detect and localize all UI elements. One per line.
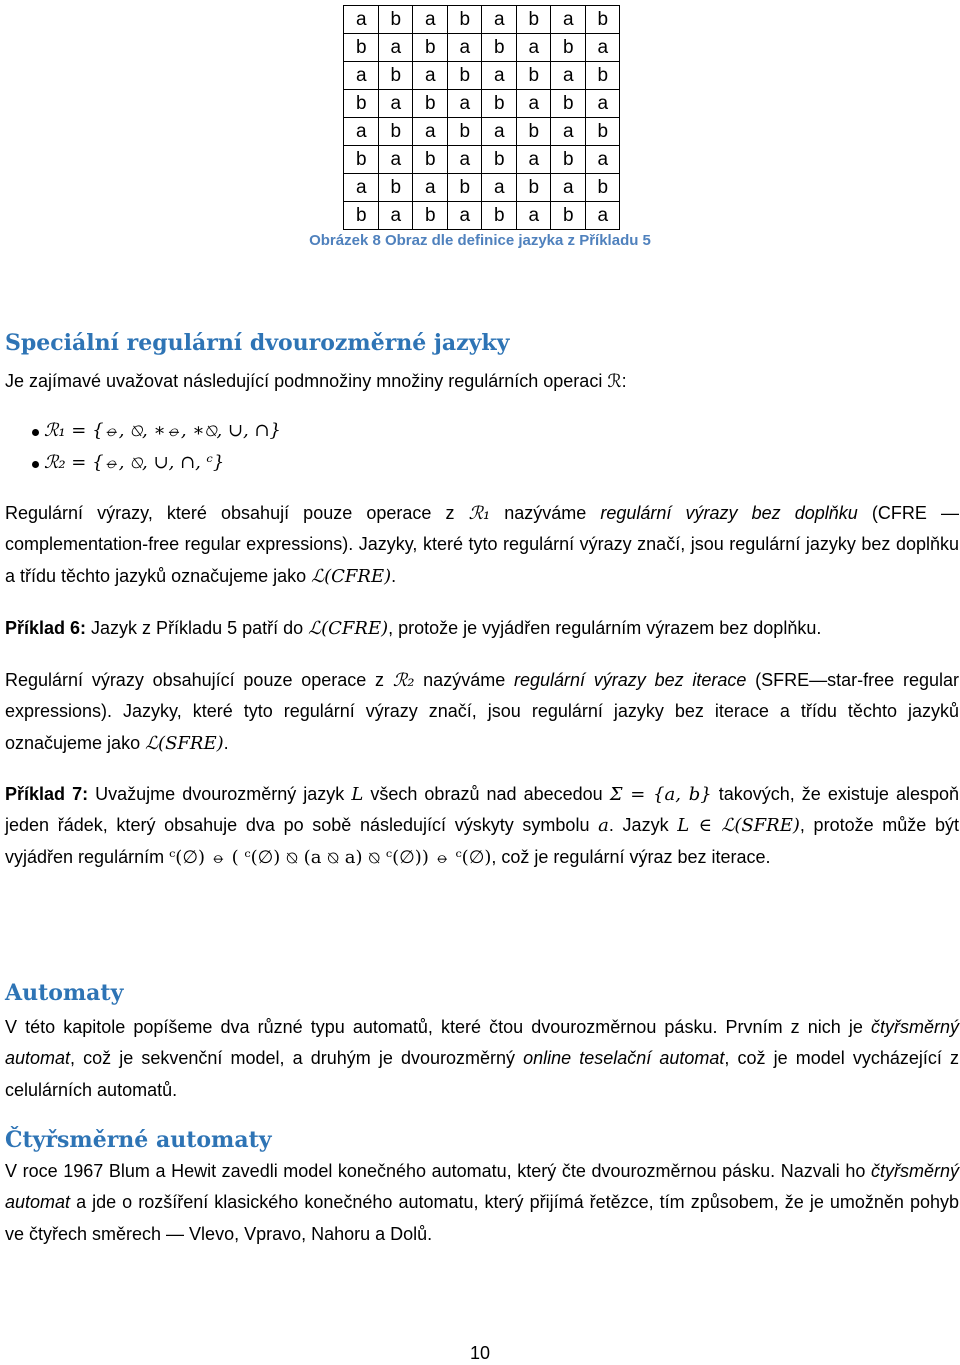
grid-cell: a: [551, 118, 586, 146]
example-7: Příklad 7: Uvažujme dvourozměrný jazyk L všech obrazů nad abecedou Σ = {a, b} takových, že existuje alespoň jeden řádek, který obsahuje dva po sobě následující výskyty symbolu a. Jazyk L ∈ ℒ(SFRE), protože může být vyjádřen regulárním ᶜ(∅) ⦵ ( ᶜ(∅) ⦰ (a ⦰ a) ⦰ ᶜ(∅)) ⦵ ᶜ(∅), což je regulární výraz bez iterace.: [5, 784, 959, 868]
grid-cell: b: [482, 90, 517, 118]
grid-cell: b: [413, 34, 448, 62]
bullet-dot-icon: [32, 429, 39, 436]
grid-cell: a: [413, 6, 448, 34]
grid-cell: b: [482, 202, 517, 230]
grid-cell: b: [516, 118, 551, 146]
grid-cell: b: [482, 34, 517, 62]
grid-cell: a: [447, 90, 482, 118]
grid-cell: b: [516, 62, 551, 90]
grid-cell: a: [447, 34, 482, 62]
grid-cell: b: [482, 146, 517, 174]
grid-cell: a: [413, 174, 448, 202]
grid-cell: b: [551, 34, 586, 62]
example-6: Příklad 6: Jazyk z Příkladu 5 patří do ℒ(CFRE), protože je vyjádřen regulárním výrazem bez doplňku.: [5, 618, 822, 639]
grid-cell: b: [344, 202, 379, 230]
section-heading-automata: Automaty: [5, 980, 124, 1006]
grid-cell: b: [447, 6, 482, 34]
grid-row: [344, 62, 620, 90]
grid-cell: b: [447, 118, 482, 146]
grid-cell: a: [516, 146, 551, 174]
grid-cell: a: [482, 6, 517, 34]
grid-cell: a: [344, 62, 379, 90]
grid-row: [344, 118, 620, 146]
paragraph-automata: V této kapitole popíšeme dva různé typu automatů, které čtou dvourozměrnou pásku. Prvním z nich je čtyřsměrný automat, což je sekvenční model, a druhým je dvourozměrný online teselační automat, což je model vycházející z celulárních automatů.: [5, 1017, 959, 1100]
grid-row: [344, 34, 620, 62]
grid-cell: a: [516, 202, 551, 230]
grid-cell: b: [447, 174, 482, 202]
grid-cell: a: [344, 174, 379, 202]
grid-cell: b: [413, 202, 448, 230]
grid-cell: b: [551, 146, 586, 174]
grid-cell: a: [413, 118, 448, 146]
grid-row: [344, 6, 620, 34]
grid-cell: b: [378, 6, 413, 34]
grid-cell: b: [344, 146, 379, 174]
section-heading-special-languages: Speciální regulární dvourozměrné jazyky: [5, 330, 510, 356]
grid-row: [344, 202, 620, 230]
symbol-grid: [343, 5, 620, 230]
grid-row: [344, 146, 620, 174]
grid-cell: a: [551, 174, 586, 202]
figure-caption: Obrázek 8 Obraz dle definice jazyka z Příkladu 5: [309, 232, 651, 249]
grid-cell: b: [378, 118, 413, 146]
bullet-r1: ℛ₁ = {⦵, ⦰, ∗⦵, ∗⦰, ∪, ∩}: [44, 420, 281, 441]
grid-cell: a: [482, 118, 517, 146]
grid-cell: b: [447, 62, 482, 90]
grid-cell: a: [447, 202, 482, 230]
grid-cell: b: [378, 174, 413, 202]
grid-cell: a: [344, 118, 379, 146]
grid-cell: b: [551, 90, 586, 118]
grid-cell: a: [516, 90, 551, 118]
grid-cell: b: [585, 174, 620, 202]
grid-cell: b: [413, 90, 448, 118]
paragraph-four-way-automata: V roce 1967 Blum a Hewit zavedli model konečného automatu, který čte dvourozměrnou pásku. Nazvali ho čtyřsměrný automat a jde o rozšíření klasického konečného automatu, který přijímá řetězce, tím způsobem, že je umožněn pohyb ve čtyřech směrech — Vlevo, Vpravo, Nahoru a Dolů.: [5, 1161, 959, 1244]
grid-cell: b: [413, 146, 448, 174]
grid-cell: b: [551, 202, 586, 230]
grid-cell: b: [585, 62, 620, 90]
grid-cell: a: [585, 90, 620, 118]
grid-cell: a: [482, 174, 517, 202]
grid-row: [344, 90, 620, 118]
grid-cell: a: [585, 34, 620, 62]
grid-cell: a: [551, 6, 586, 34]
grid-cell: a: [551, 62, 586, 90]
grid-cell: b: [378, 62, 413, 90]
grid-cell: a: [585, 146, 620, 174]
paragraph-sfre: Regulární výrazy obsahující pouze operace z ℛ₂ nazýváme regulární výrazy bez iterace (SFRE—star-free regular expressions). Jazyky, které tyto regulární výrazy značí, jsou regulární jazyky bez iterace a třídu těchto jazyků označujeme jako ℒ(SFRE).: [5, 670, 959, 754]
bullet-r2: ℛ₂ = {⦵, ⦰, ∪, ∩, ᶜ}: [44, 452, 224, 473]
bullet-dot-icon: [32, 461, 39, 468]
grid-row: [344, 174, 620, 202]
paragraph-cfre: Regulární výrazy, které obsahují pouze operace z ℛ₁ nazýváme regulární výrazy bez doplňku (CFRE — complementation-free regular expressions). Jazyky, které tyto regulární výrazy značí, jsou regulární jazyky bez doplňku a třídu těchto jazyků označujeme jako ℒ(CFRE).: [5, 503, 960, 587]
grid-cell: a: [482, 62, 517, 90]
grid-cell: a: [413, 62, 448, 90]
grid-cell: a: [447, 146, 482, 174]
grid-cell: a: [378, 146, 413, 174]
section-heading-four-way-automata: Čtyřsměrné automaty: [5, 1127, 272, 1153]
grid-cell: a: [378, 34, 413, 62]
grid-cell: b: [516, 6, 551, 34]
grid-cell: b: [585, 6, 620, 34]
grid-cell: a: [378, 202, 413, 230]
grid-cell: a: [378, 90, 413, 118]
intro-paragraph: Je zajímavé uvažovat následující podmnožiny množiny regulárních operaci ℛ:: [5, 371, 627, 391]
grid-cell: b: [585, 118, 620, 146]
grid-cell: b: [344, 90, 379, 118]
grid-cell: b: [516, 174, 551, 202]
grid-cell: b: [344, 34, 379, 62]
grid-cell: a: [344, 6, 379, 34]
grid-cell: a: [585, 202, 620, 230]
page-number: 10: [469, 1343, 491, 1363]
grid-cell: a: [516, 34, 551, 62]
